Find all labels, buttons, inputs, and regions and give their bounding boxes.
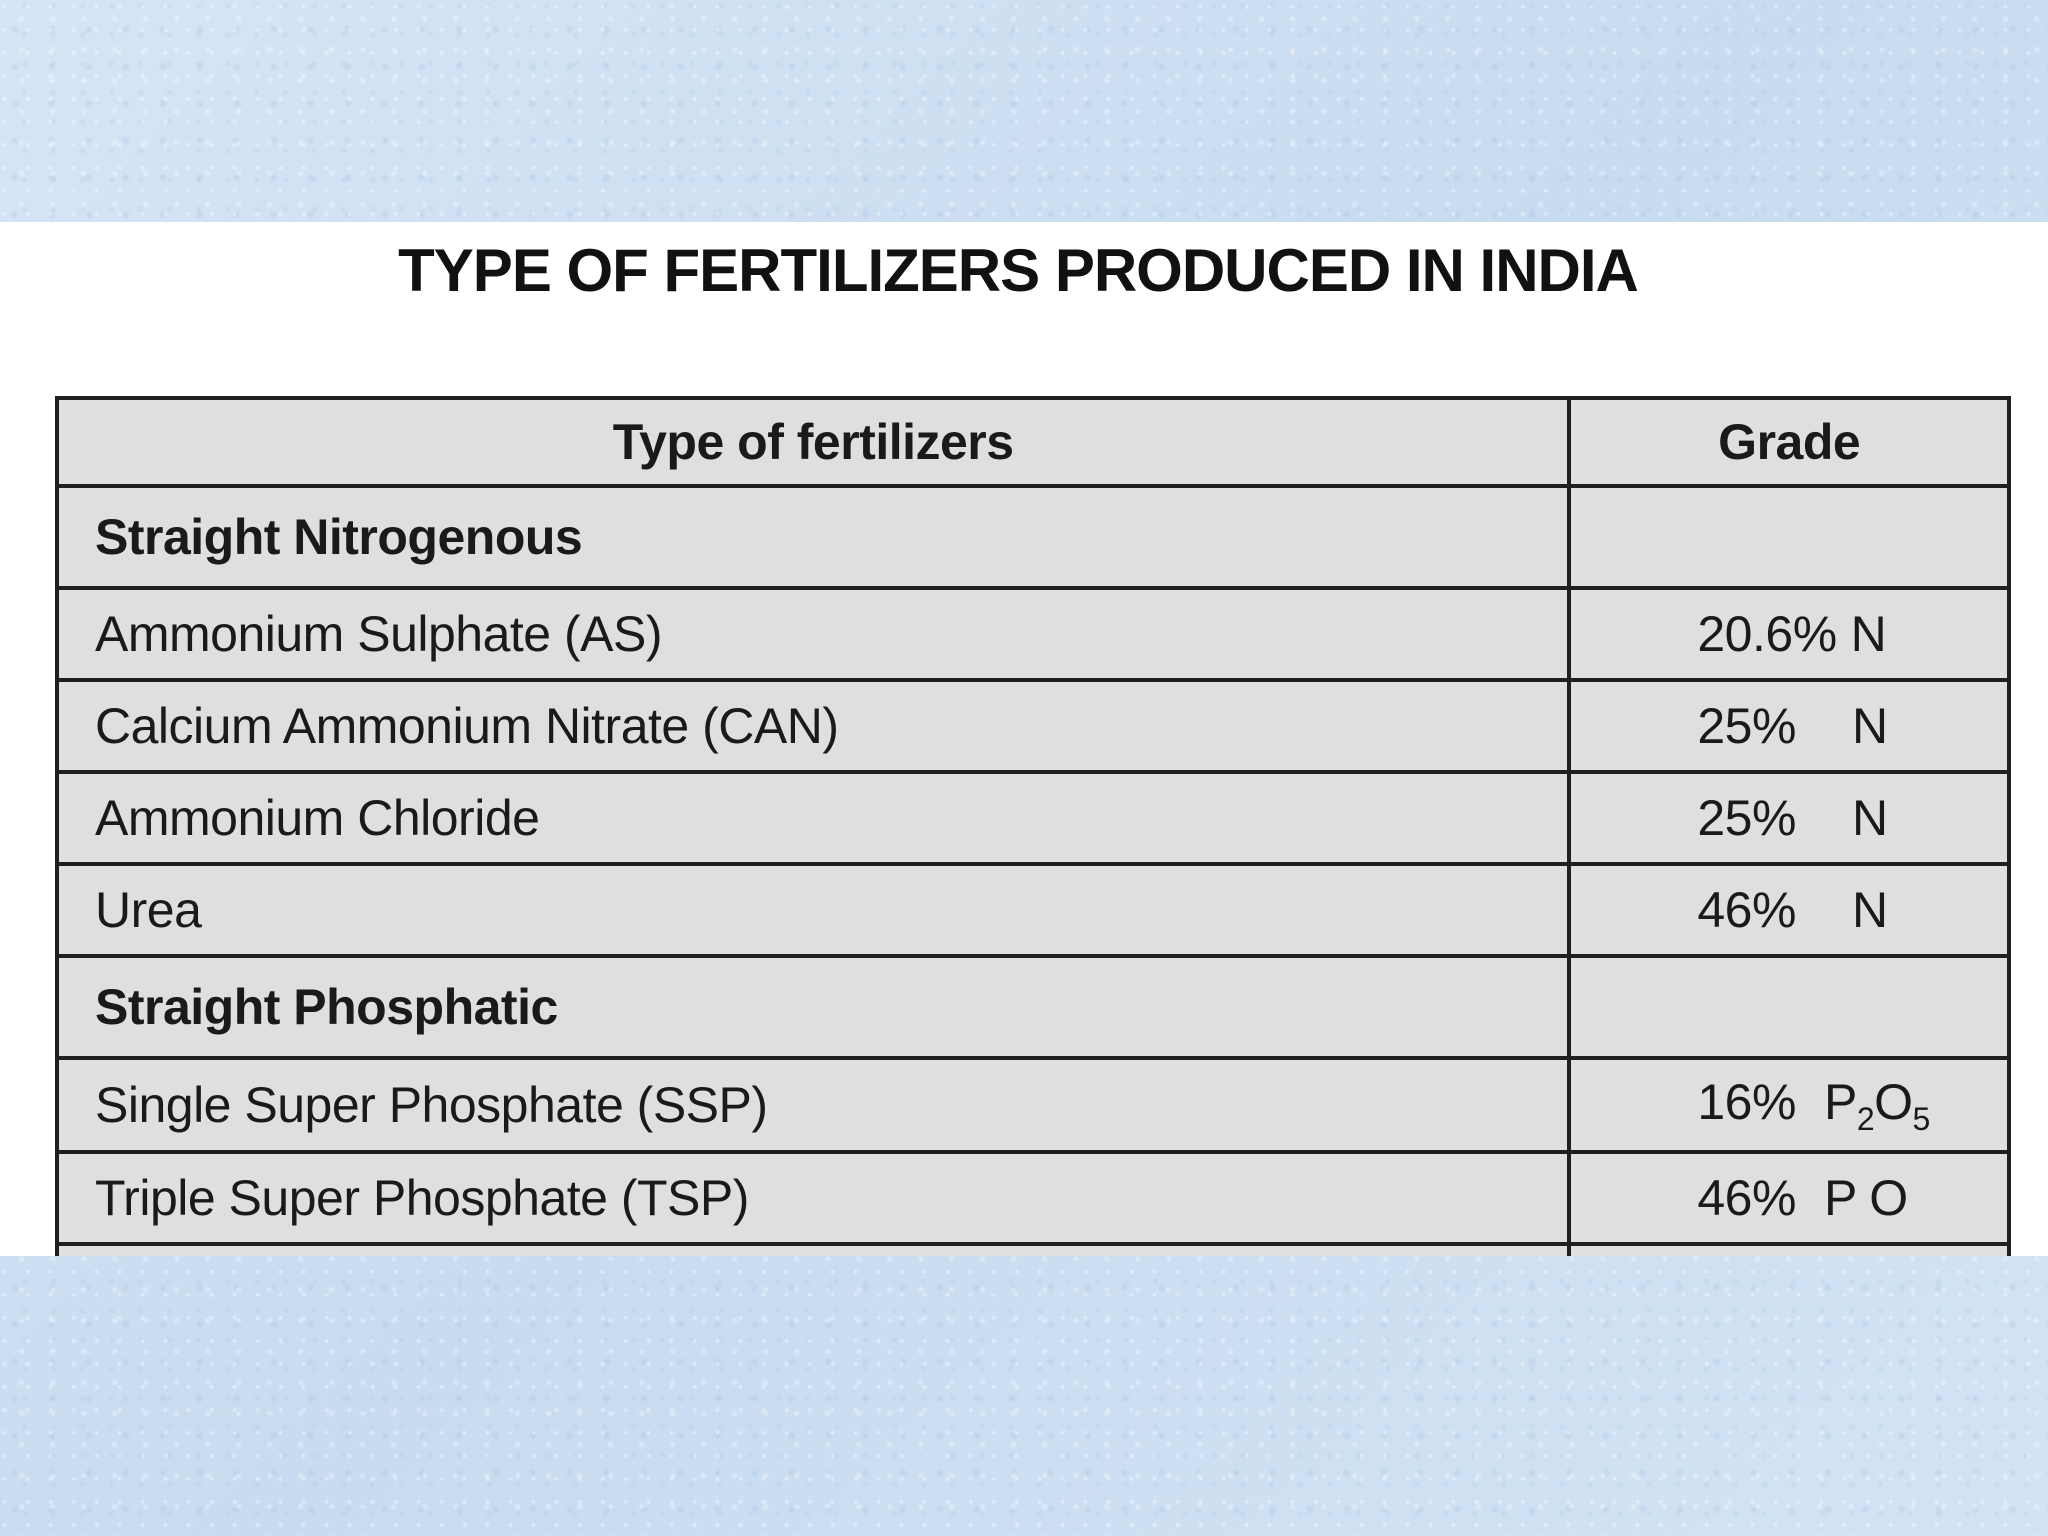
formula-element-p: P — [1823, 1073, 1857, 1130]
table-row — [57, 772, 2009, 864]
grade-cell-empty — [1569, 956, 2009, 1058]
fertilizer-table — [55, 396, 2011, 1256]
formula-subscript-5: 5 — [1912, 1100, 1930, 1137]
grade-percent: 46% — [1697, 1170, 1796, 1226]
fertilizer-name: Ammonium Sulphate (AS) — [57, 588, 1569, 680]
grade-percent: 25% — [1697, 790, 1796, 846]
fertilizer-name: Urea — [57, 864, 1569, 956]
grade-nutrient: N — [1851, 882, 1888, 938]
grade-cell — [1569, 772, 2009, 864]
grade-cell — [1569, 588, 2009, 680]
grade-cell-empty — [1569, 486, 2009, 588]
grade-nutrient: N — [1851, 790, 1888, 846]
group-label: Straight Phosphatic — [57, 956, 1569, 1058]
truncated-cell — [57, 1244, 1569, 1256]
grade-nutrient: P O — [1823, 1170, 1908, 1226]
fertilizer-table-container — [55, 396, 2011, 1256]
grade-percent: 16% — [1697, 1073, 1796, 1130]
grade-nutrient: N — [1851, 698, 1888, 754]
grade-cell — [1569, 680, 2009, 772]
fertilizer-name: Triple Super Phosphate (TSP) — [57, 1152, 1569, 1244]
grade-column-header: Grade — [1569, 398, 2009, 486]
group-label: Straight Nitrogenous — [57, 486, 1569, 588]
table-group-row — [57, 956, 2009, 1058]
grade-nutrient: N — [1850, 606, 1887, 662]
truncated-cell — [1569, 1244, 2009, 1256]
table-row — [57, 864, 2009, 956]
type-column-header: Type of fertilizers — [57, 398, 1569, 486]
fertilizer-name: Ammonium Chloride — [57, 772, 1569, 864]
fertilizer-name: Calcium Ammonium Nitrate (CAN) — [57, 680, 1569, 772]
table-group-row — [57, 486, 2009, 588]
formula-element-o: O — [1874, 1073, 1913, 1130]
table-row — [57, 1152, 2009, 1244]
fertilizer-name: Single Super Phosphate (SSP) — [57, 1058, 1569, 1152]
table-row — [57, 588, 2009, 680]
table-row-cut-off — [57, 1244, 2009, 1256]
table-header-row — [57, 398, 2009, 486]
table-row — [57, 680, 2009, 772]
grade-percent: 25% — [1697, 698, 1796, 754]
formula-subscript-2: 2 — [1856, 1100, 1875, 1137]
grade-nutrient-formula — [1824, 1073, 1930, 1138]
grade-percent: 20.6% — [1697, 606, 1837, 662]
grade-cell — [1569, 1058, 2009, 1152]
grade-cell — [1569, 864, 2009, 956]
slide-title: TYPE OF FERTILIZERS PRODUCED IN INDIA — [398, 237, 1638, 304]
grade-cell — [1569, 1152, 2009, 1244]
table-row — [57, 1058, 2009, 1152]
grade-percent: 46% — [1697, 882, 1796, 938]
